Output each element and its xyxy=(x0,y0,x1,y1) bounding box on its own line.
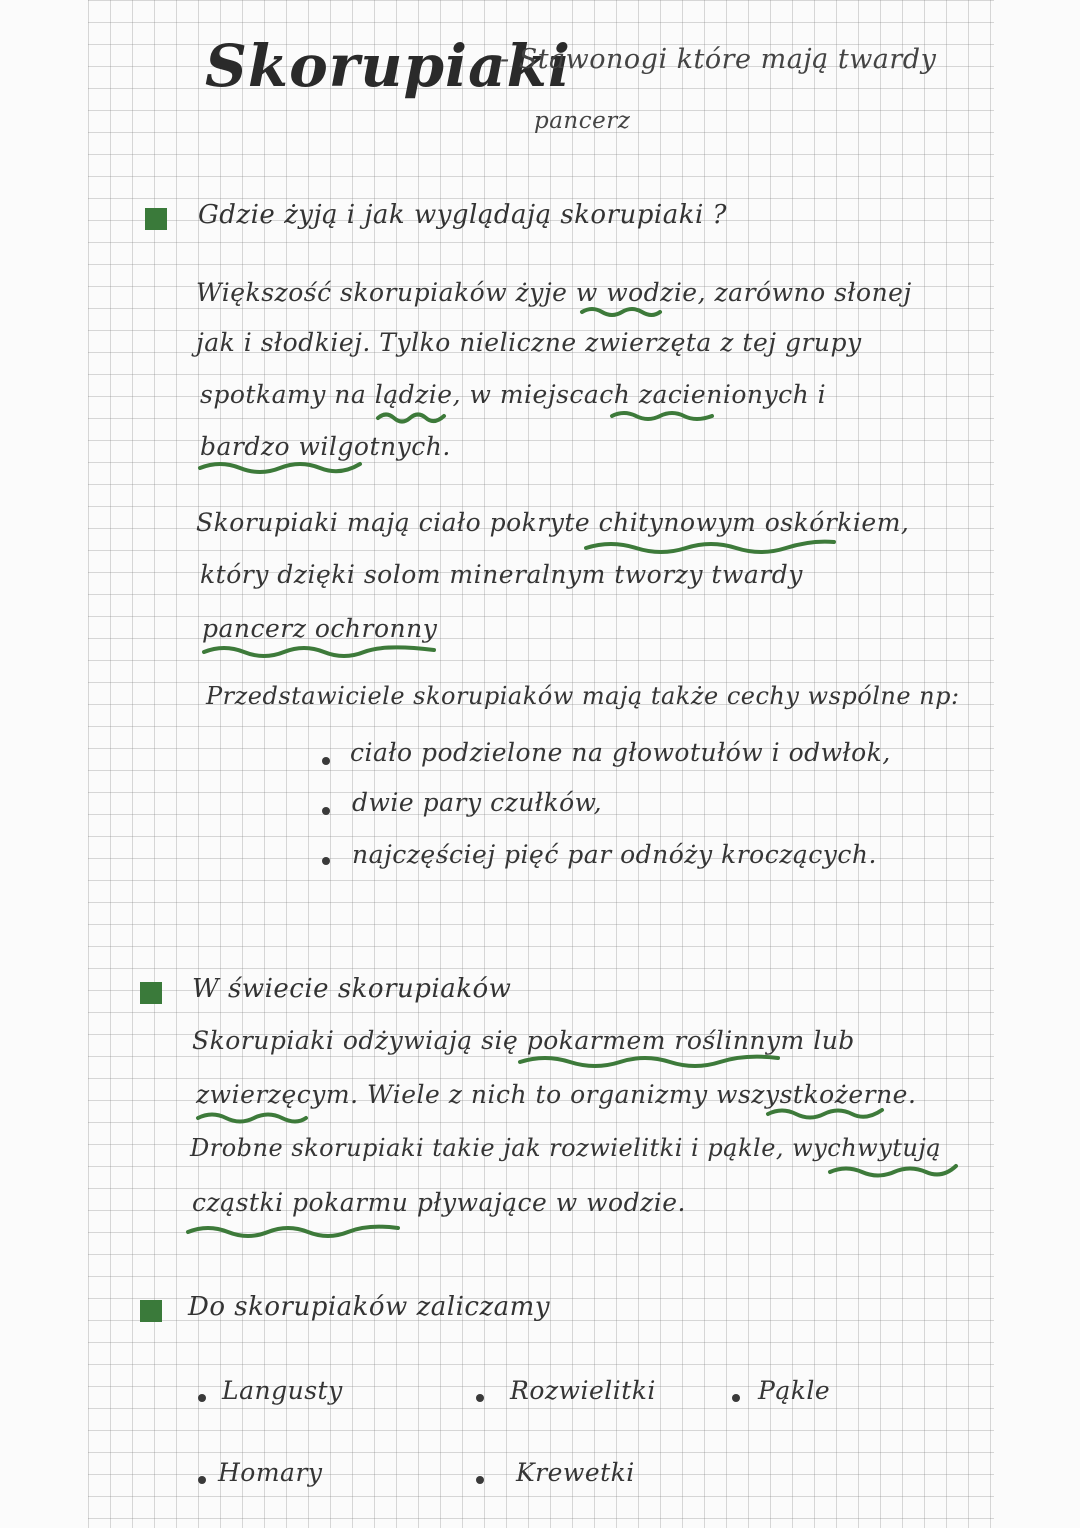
features-intro: Przedstawiciele skorupiaków mają także cechy wspólne np: xyxy=(206,682,960,710)
underline-pancerz xyxy=(204,647,434,656)
underline-wychwytuja xyxy=(830,1166,956,1176)
page-title: Skorupiaki xyxy=(205,32,571,100)
text-line: pancerz ochronny xyxy=(202,614,438,643)
feature-item: najczęściej pięć par odnóży kroczących. xyxy=(352,840,877,869)
underline-wszystkozerne xyxy=(768,1110,882,1118)
text-line: zwierzęcym. Wiele z nich to organizmy wszystkożerne. xyxy=(196,1080,917,1109)
text-line: bardzo wilgotnych. xyxy=(200,432,451,461)
text-line: Drobne skorupiaki takie jak rozwielitki i pąkle, wychwytują xyxy=(190,1134,942,1162)
feature-item: ciało podzielone na głowotułów i odwłok, xyxy=(350,738,891,767)
feature-item: dwie pary czułków, xyxy=(352,788,603,817)
underline-ladzie xyxy=(378,415,444,422)
underline-zwierzecym xyxy=(198,1115,306,1122)
example-item: Rozwielitki xyxy=(510,1376,656,1405)
example-item: Pąkle xyxy=(758,1376,831,1405)
section-heading-examples: Do skorupiaków zaliczamy xyxy=(188,1292,551,1322)
title-definition-continued: pancerz xyxy=(534,108,631,134)
underline-wilgotnych xyxy=(200,464,360,472)
text-line: Skorupiaki odżywiają się pokarmem roślinnym lub xyxy=(192,1026,855,1055)
text-line: który dzięki solom mineralnym tworzy twardy xyxy=(200,560,803,589)
underline-zacienionych xyxy=(612,413,712,419)
text-line: spotkamy na lądzie, w miejscach zacienionych i xyxy=(200,380,827,409)
underline-czastki xyxy=(188,1227,398,1236)
text-line: Większość skorupiaków żyje w wodzie, zarówno słonej xyxy=(196,278,912,307)
underline-wodzie xyxy=(582,309,660,315)
section-heading-world: W świecie skorupiaków xyxy=(192,974,512,1004)
example-item: Krewetki xyxy=(516,1458,635,1487)
underline-pokarmem xyxy=(520,1057,778,1066)
text-line: cząstki pokarmu pływające w wodzie. xyxy=(192,1188,687,1217)
example-item: Homary xyxy=(218,1458,323,1487)
example-item: Langusty xyxy=(222,1376,343,1405)
underline-chitynowym xyxy=(586,542,834,552)
text-line: Skorupiaki mają ciało pokryte chitynowym oskórkiem, xyxy=(196,508,910,537)
title-definition: - Stawonogi które mają twardy xyxy=(500,44,937,75)
text-line: jak i słodkiej. Tylko nieliczne zwierzęta z tej grupy xyxy=(196,328,862,357)
section-heading-habitat: Gdzie żyją i jak wyglądają skorupiaki ? xyxy=(198,200,727,230)
